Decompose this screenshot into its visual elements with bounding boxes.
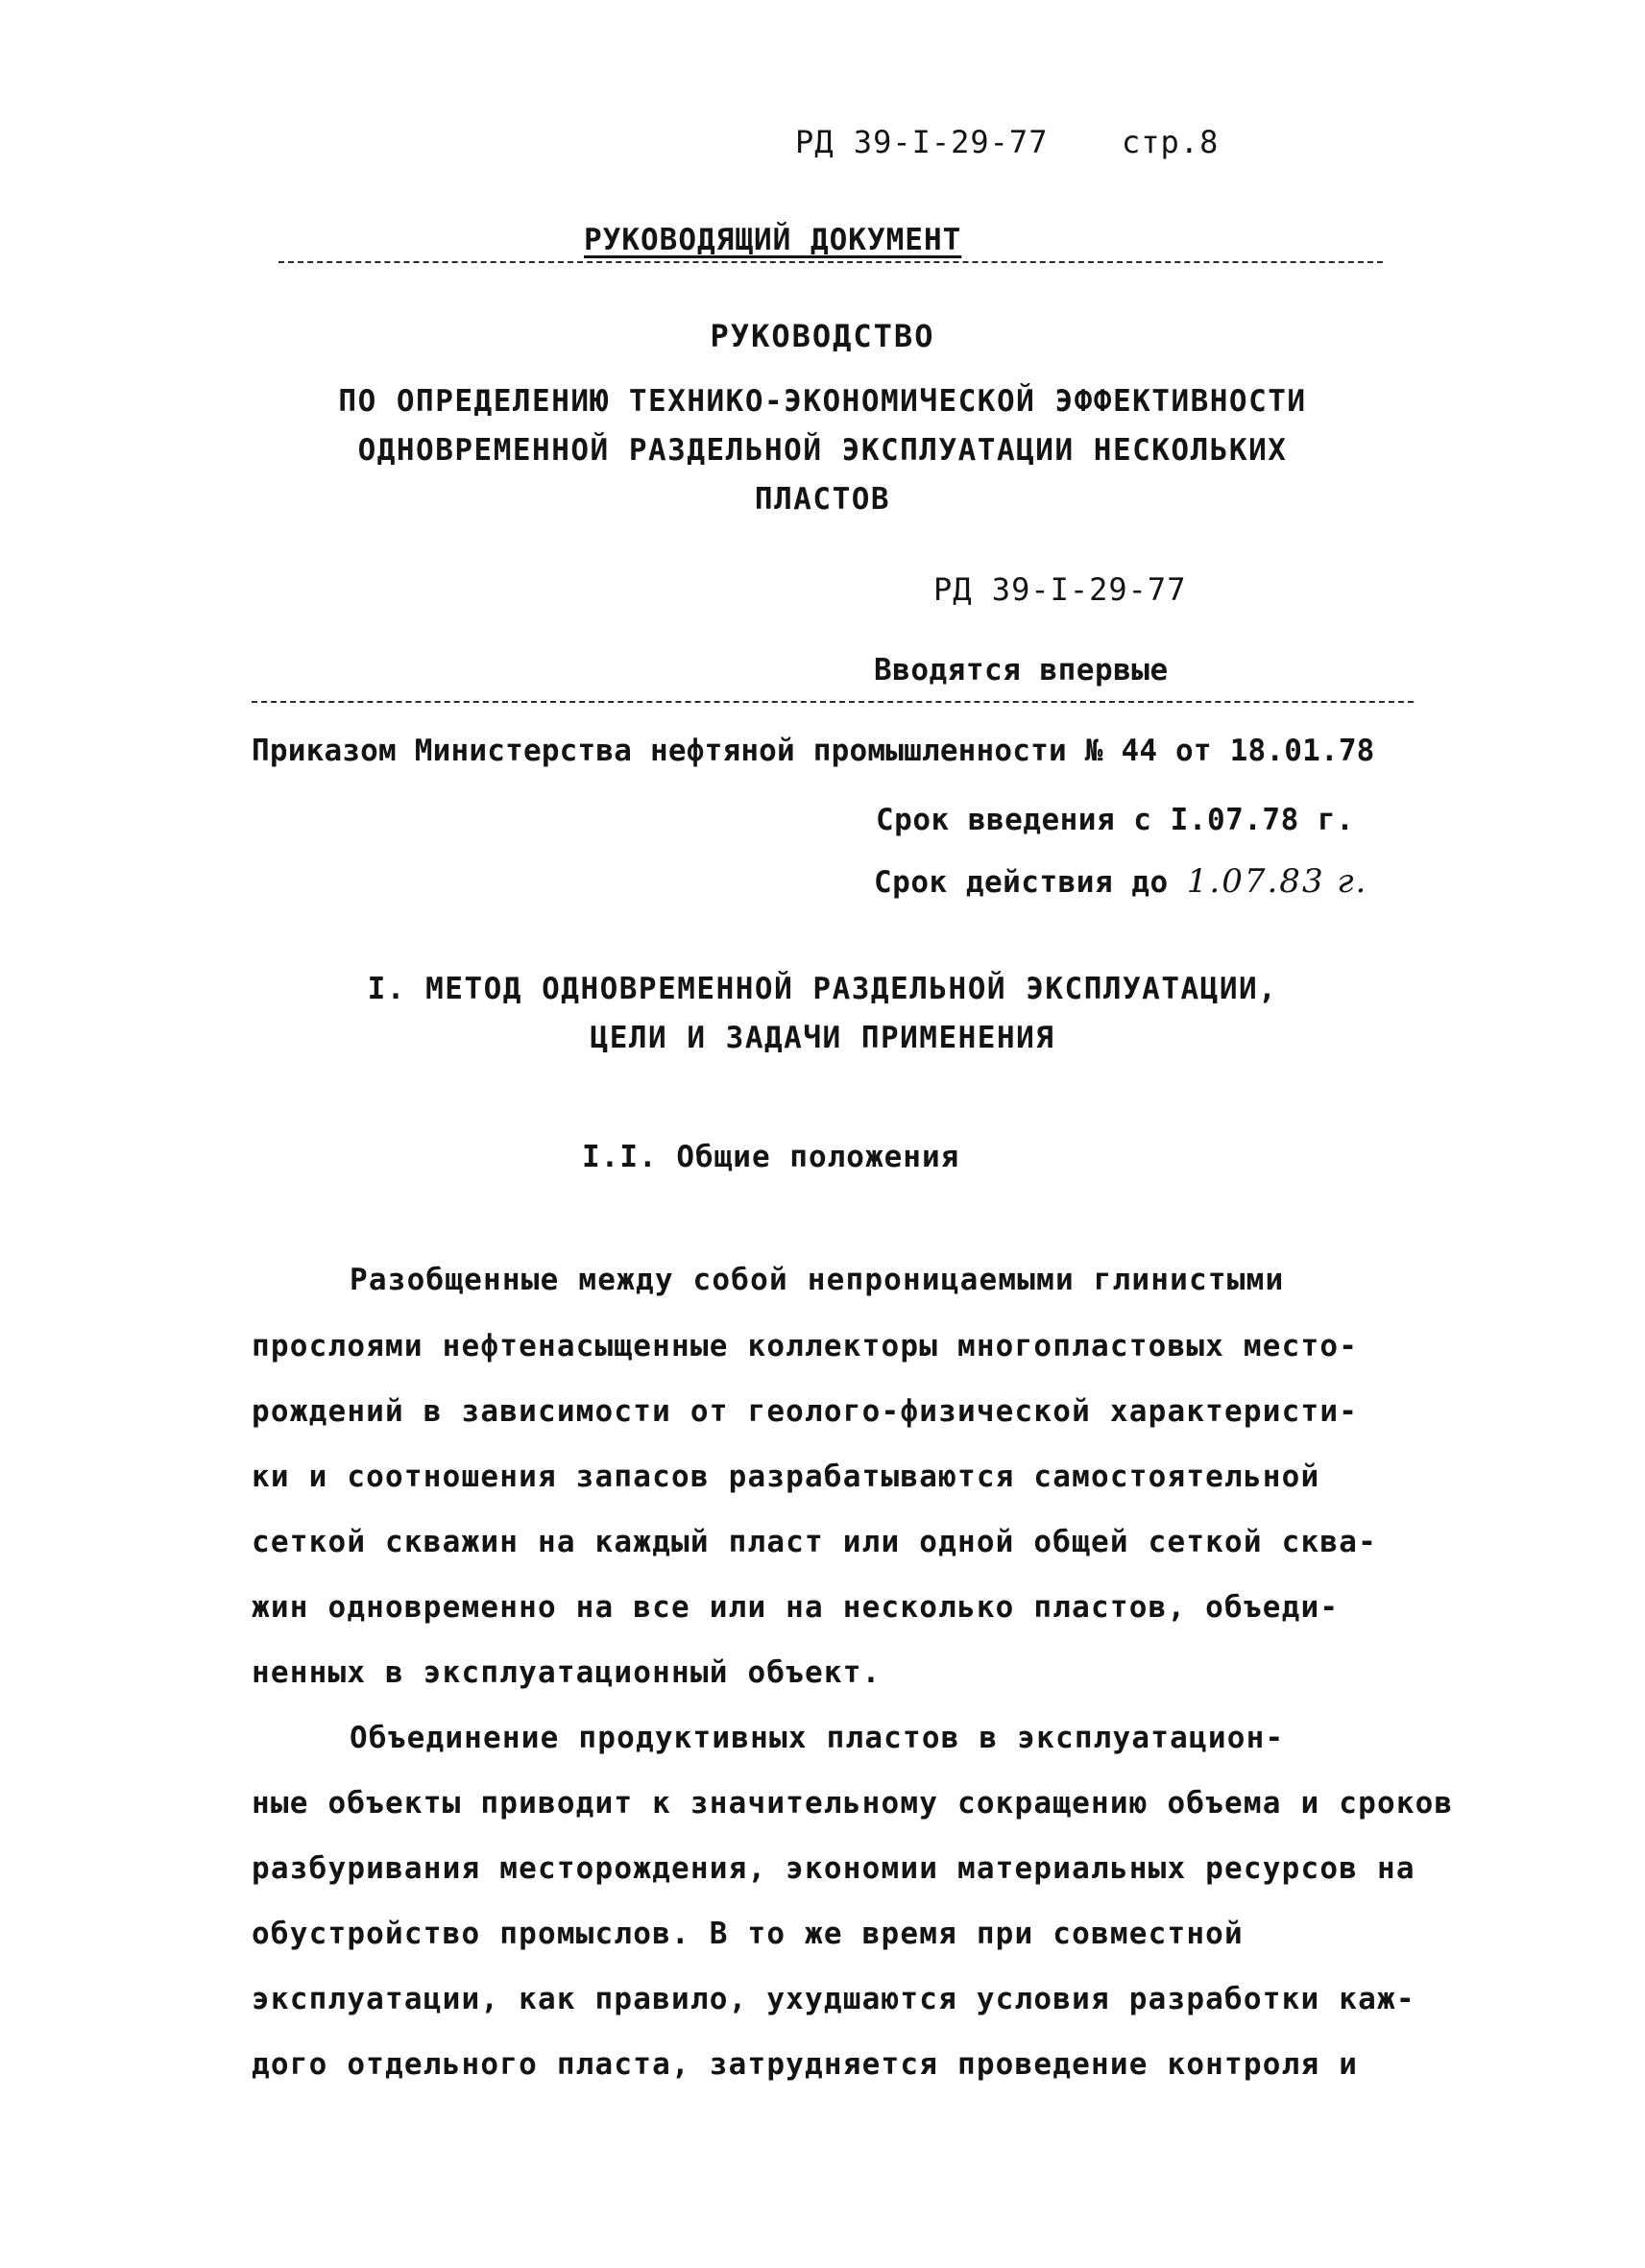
- body-line: прослоями нефтенасыщенные коллекторы многопластовых место-: [252, 1329, 1359, 1363]
- body-line: ные объекты приводит к значительному сокращению объема и сроков: [252, 1786, 1454, 1821]
- header-divider: [278, 261, 1383, 263]
- body-line: разбуривания месторождения, экономии материальных ресурсов на: [252, 1851, 1415, 1886]
- document-code: РД 39-I-29-77: [933, 571, 1187, 608]
- validity-label: Срок действия до: [874, 865, 1169, 900]
- body-line: Объединение продуктивных пластов в эксплуатацион-: [350, 1721, 1285, 1755]
- body-line: обустройство промыслов. В то же время при совместной: [252, 1917, 1244, 1951]
- start-date: Срок введения с I.07.78 г.: [876, 803, 1355, 837]
- order-reference: Приказом Министерства нефтяной промышленности № 44 от 18.01.78: [252, 734, 1375, 768]
- section-title: ЦЕЛИ И ЗАДАЧИ ПРИМЕНЕНИЯ: [590, 1021, 1055, 1055]
- header-page-number: стр.8: [1122, 124, 1220, 160]
- document-type-heading: РУКОВОДЯЩИЙ ДОКУМЕНТ: [584, 223, 962, 257]
- validity-handwritten-date: 1.07.83 г.: [1186, 862, 1368, 901]
- document-subtitle-line: ОДНОВРЕМЕННОЙ РАЗДЕЛЬНОЙ ЭКСПЛУАТАЦИИ НЕСКОЛЬКИХ: [357, 433, 1288, 468]
- body-line: ки и соотношения запасов разрабатываются самостоятельной: [252, 1460, 1320, 1494]
- body-line: сеткой скважин на каждый пласт или одной общей сеткой сква-: [252, 1525, 1377, 1559]
- document-subtitle-line: ПО ОПРЕДЕЛЕНИЮ ТЕХНИКО-ЭКОНОМИЧЕСКОЙ ЭФФЕКТИВНОСТИ: [338, 384, 1307, 419]
- subsection-title: I.I. Общие положения: [582, 1140, 960, 1174]
- body-line: ненных в эксплуатационный объект.: [252, 1655, 882, 1690]
- section-title: I. МЕТОД ОДНОВРЕМЕННОЙ РАЗДЕЛЬНОЙ ЭКСПЛУАТАЦИИ,: [367, 972, 1278, 1006]
- meta-divider: [252, 701, 1414, 703]
- body-line: дого отдельного пласта, затрудняется проведение контроля и: [252, 2047, 1359, 2082]
- body-line: Разобщенные между собой непроницаемыми глинистыми: [350, 1263, 1285, 1297]
- introduced-note: Вводятся впервые: [874, 653, 1169, 688]
- body-line: жин одновременно на все или на несколько пластов, объеди-: [252, 1590, 1340, 1625]
- document-title: РУКОВОДСТВО: [710, 318, 935, 354]
- document-subtitle-line: ПЛАСТОВ: [754, 482, 891, 517]
- header-doc-code: РД 39-I-29-77: [795, 124, 1049, 160]
- validity-period: [874, 862, 1367, 902]
- body-line: рождений в зависимости от геолого-физической характеристи-: [252, 1394, 1359, 1429]
- body-line: эксплуатации, как правило, ухудшаются условия разработки каж-: [252, 1982, 1415, 2016]
